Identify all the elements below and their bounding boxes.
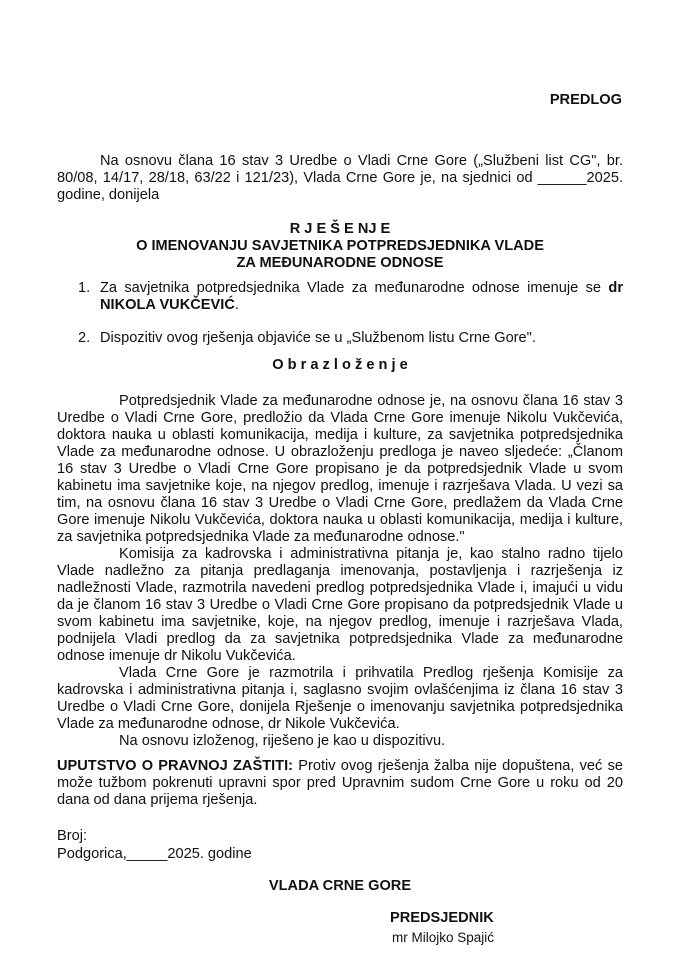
reasoning-body [57, 393, 623, 750]
title-line-1: R J E Š E NJ E [289, 221, 391, 237]
title-line-2: O IMENOVANJU SAVJETNIKA POTPREDSJEDNIKA VLADE [136, 238, 544, 254]
list-item [78, 330, 623, 347]
title-line-3: ZA MEĐUNARODNE ODNOSE [236, 255, 444, 271]
reasoning-paragraph: Potpredsjednik Vlade za međunarodne odnose je, na osnovu člana 16 stav 3 Uredbe o Vladi Crne Gore, predložio da Vlada Crne Gore imenuje Nikolu Vukčevića, doktora nauka u oblasti komunikacija, medija i kulture, za savjetnika potpredsjednika Vlade za međunarodne odnose. U obrazloženju predloga je naveo sljedeće: „Članom 16 stav 3 Uredbe o Vladi Crne Gore propisano je da potpredsjednik Vlade u svom kabinetu ima savjetnike koje, na njegov predlog, imenuje i razrješava Vlada. U vezi sa tim, na osnovu člana 16 stav 3 Uredbe o Vladi Crne Gore, predlažem da Vlada Crne Gore imenuje Nikolu Vukčevića, doktora nauka u oblasti komunikacija, medija i kulture, za savjetnika potpredsjednika Vlade za međunarodne odnose." [57, 393, 623, 545]
item-number: 1. [78, 280, 91, 296]
list-item [78, 280, 623, 314]
item-text [100, 280, 623, 314]
item-text-end: . [234, 297, 239, 313]
appointee-name: dr NIKOLA VUKČEVIĆ [100, 280, 623, 313]
reasoning-heading: O b r a z l o ž e n j e [272, 357, 408, 373]
item-text: Dispozitiv ovog rješenja objaviće se u „Službenom listu Crne Gore". [100, 330, 536, 346]
place-date: Podgorica,_____2025. godine [57, 846, 252, 862]
draft-label: PREDLOG [549, 92, 622, 108]
legal-remedy-label: UPUTSTVO O PRAVNOJ ZAŠTITI: [57, 758, 294, 774]
item-number: 2. [78, 330, 91, 346]
decision-title [57, 221, 623, 272]
legal-remedy-text: Protiv ovog rješenja žalba nije dopuštena, već se može tužbom pokrenuti upravni spor pred Upravnim sudom Crne Gore u roku od 20 dana od dana prijema rješenja. [57, 758, 623, 808]
intro-paragraph: Na osnovu člana 16 stav 3 Uredbe o Vladi Crne Gore („Službeni list CG", br. 80/08, 14/17, 28/18, 63/22 i 121/23), Vlada Crne Gore je, na sjednici od ______2025. godine, donijela [57, 153, 623, 203]
decision-items [78, 280, 623, 347]
reasoning-paragraph: Komisija za kadrovska i administrativna pitanja je, kao stalno radno tijelo Vlade nadležno za pitanja predlaganja imenovanja, postavljenja i razrješenja iz nadležnosti Vlade, razmotrila navedeni predlog potpredsjednika Vlade i, imajući u vidu da je članom 16 stav 3 Uredbe o Vladi Crne Gore propisano da potpredsjednik Vlade u svom kabinetu ima savjetnike, koje, na njegov predlog, imenuje i razrješava Vlada, podnijela Vladi predlog da za savjetnika potpredsjednika Vlade za međunarodne odnose imenuje dr Nikolu Vukčevića. [57, 546, 623, 664]
reasoning-paragraph: Na osnovu izloženog, riješeno je kao u dispozitivu. [119, 733, 446, 749]
signer-name: mr Milojko Spajić [392, 930, 495, 945]
legal-remedy [57, 758, 623, 809]
item-text-part: Za savjetnika potpredsjednika Vlade za međunarodne odnose imenuje se [100, 280, 609, 296]
reasoning-paragraph: Vlada Crne Gore je razmotrila i prihvatila Predlog rješenja Komisije za kadrovska i administrativna pitanja i, saglasno svojim ovlašćenjima iz člana 16 stav 3 Uredbe o Vladi Crne Gore, donijela Rješenje o imenovanju savjetnika potpredsjednika Vlade za međunarodne odnose, dr Nikole Vukčevića. [57, 665, 623, 732]
institution-name: VLADA CRNE GORE [268, 878, 412, 894]
signer-title: PREDSJEDNIK [390, 910, 494, 926]
reference-number: Broj: [57, 828, 88, 844]
